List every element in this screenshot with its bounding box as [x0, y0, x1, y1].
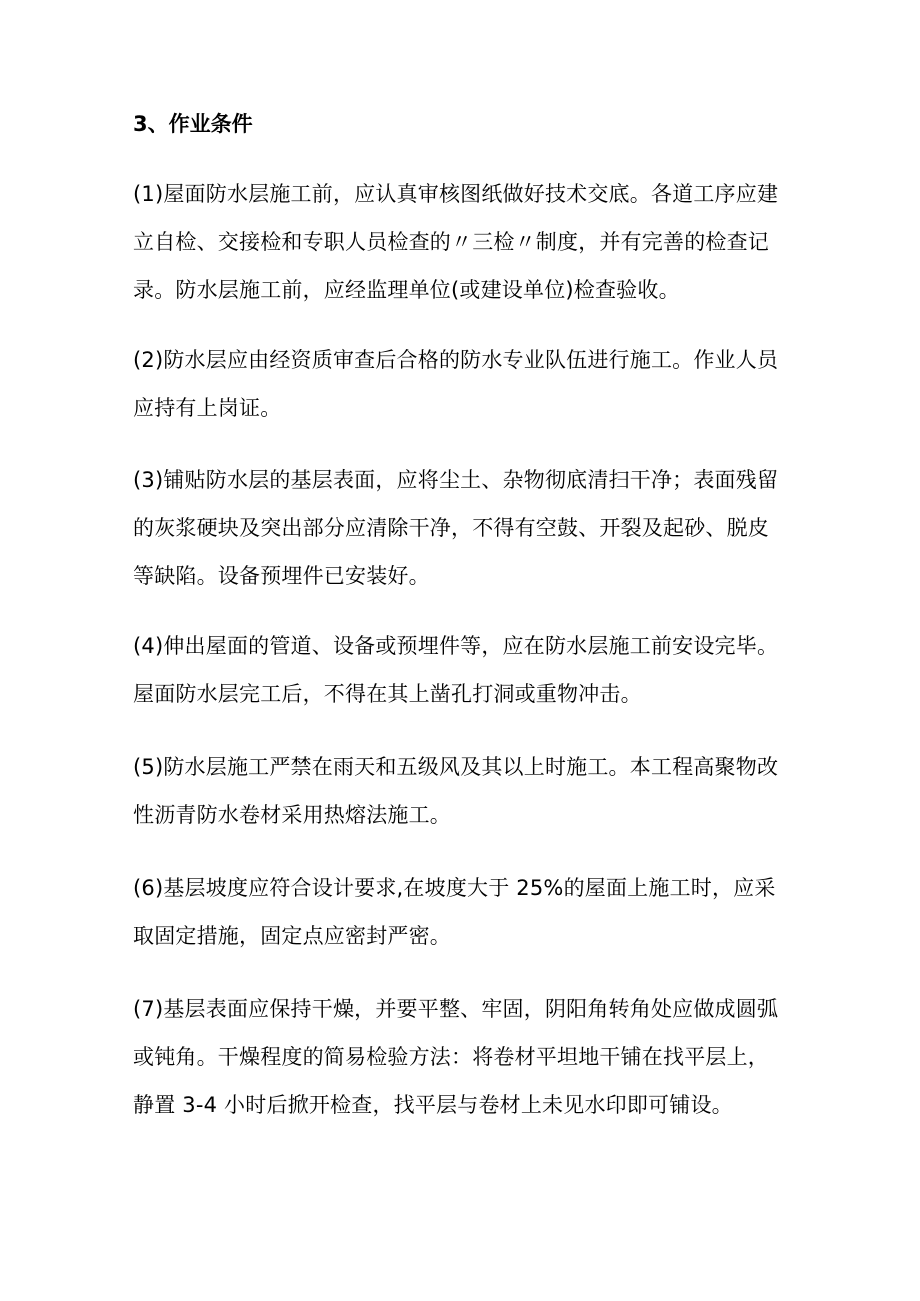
paragraph-line: 的灰浆硬块及突出部分应清除干净，不得有空鼓、开裂及起砂、脱皮	[133, 516, 769, 540]
paragraph-6	[133, 864, 793, 960]
paragraph-line: (1)屋面防水层施工前，应认真审核图纸做好技术交底。各道工序应建	[133, 182, 779, 206]
paragraph-5	[133, 743, 793, 839]
paragraph-line: (7)基层表面应保持干燥，并要平整、牢固，阴阳角转角处应做成圆弧	[133, 997, 779, 1021]
paragraph-line: (4)伸出屋面的管道、设备或预埋件等，应在防水层施工前安设完毕。	[133, 634, 779, 658]
paragraph-line: (3)铺贴防水层的基层表面，应将尘土、杂物彻底清扫干净；表面残留	[133, 468, 779, 492]
paragraph-line: 立自检、交接检和专职人员检查的〃三检〃制度，并有完善的检查记	[133, 230, 769, 254]
paragraph-line: 录。防水层施工前，应经监理单位(或建设单位)检查验收。	[133, 278, 680, 302]
paragraph-7	[133, 985, 793, 1129]
paragraph-line: 或钝角。干燥程度的简易检验方法：将卷材平坦地干铺在找平层上，	[133, 1045, 769, 1069]
paragraph-1	[133, 170, 793, 314]
paragraph-line: 静置 3-4 小时后掀开检查，找平层与卷材上未见水印即可铺设。	[133, 1093, 733, 1117]
paragraph-line: 屋面防水层完工后，不得在其上凿孔打洞或重物冲击。	[133, 682, 642, 706]
paragraph-line: (6)基层坡度应符合设计要求,在坡度大于 25%的屋面上施工时，应采	[133, 876, 776, 900]
paragraph-4	[133, 622, 793, 718]
paragraph-line: 性沥青防水卷材采用热熔法施工。	[133, 803, 451, 827]
paragraph-line: (2)防水层应由经资质审查后合格的防水专业队伍进行施工。作业人员	[133, 348, 779, 372]
paragraph-3	[133, 456, 793, 600]
section-heading: 3、作业条件	[133, 112, 253, 136]
paragraph-line: 应持有上岗证。	[133, 396, 282, 420]
paragraph-2	[133, 336, 793, 432]
paragraph-line: 取固定措施，固定点应密封严密。	[133, 924, 451, 948]
paragraph-line: (5)防水层施工严禁在雨天和五级风及其以上时施工。本工程高聚物改	[133, 755, 779, 779]
paragraph-line: 等缺陷。设备预埋件已安装好。	[133, 564, 430, 588]
